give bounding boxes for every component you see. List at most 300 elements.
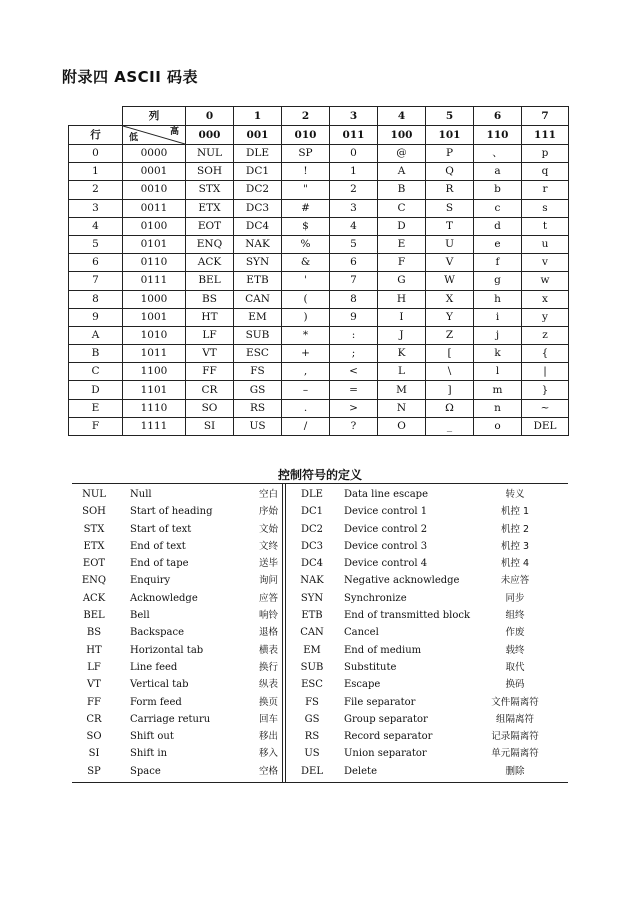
ascii-cell: VT (186, 345, 234, 363)
list-item (72, 572, 568, 589)
list-item (72, 624, 568, 641)
row-hex: 4 (69, 217, 123, 235)
column-bits: 000 (186, 126, 234, 145)
ascii-cell: " (282, 181, 330, 199)
control-abbr: ENQ (81, 575, 107, 587)
ascii-cell: | (522, 363, 569, 381)
row-hex: 5 (69, 235, 123, 253)
ascii-cell: ( (282, 290, 330, 308)
control-abbr: DC1 (300, 506, 324, 518)
ascii-cell: g (474, 272, 522, 290)
ascii-cell: DLE (234, 145, 282, 163)
control-abbr: DC4 (300, 558, 324, 570)
control-chinese: 删除 (505, 765, 525, 777)
control-chinese: 响铃 (258, 610, 278, 622)
control-name: Device control 4 (344, 558, 428, 570)
ascii-cell: DC3 (234, 199, 282, 217)
table-row (69, 345, 569, 363)
control-chinese: 组隔离符 (495, 713, 534, 725)
control-abbr: NUL (82, 489, 106, 500)
control-chinese: 送毕 (258, 558, 278, 570)
ascii-cell: 、 (474, 145, 522, 163)
ascii-cell: W (426, 272, 474, 290)
row-hex: 1 (69, 163, 123, 181)
col-header-label: 列 (123, 107, 186, 126)
column-number: 0 (186, 107, 234, 126)
ascii-cell: \ (426, 363, 474, 381)
control-defs-title: 控制符号的定义 (277, 468, 362, 482)
ascii-cell: X (426, 290, 474, 308)
table-row (69, 254, 569, 272)
control-chinese: 同步 (505, 592, 525, 604)
ascii-cell: SYN (234, 254, 282, 272)
ascii-cell: G (378, 272, 426, 290)
ascii-cell: = (330, 381, 378, 399)
control-abbr: DC3 (300, 540, 324, 552)
ascii-cell: FF (186, 363, 234, 381)
control-name: Device control 1 (344, 506, 428, 518)
ascii-cell: ; (330, 345, 378, 363)
row-hex: A (69, 326, 123, 344)
control-defs-top-rule (72, 483, 568, 484)
control-chinese: 文终 (258, 540, 278, 552)
ascii-cell: 7 (330, 272, 378, 290)
ascii-cell: z (522, 326, 569, 344)
control-chinese: 换页 (258, 696, 278, 708)
ascii-cell: w (522, 272, 569, 290)
control-abbr: LF (87, 661, 101, 673)
ascii-cell: B (378, 181, 426, 199)
control-abbr: SI (88, 748, 100, 760)
ascii-cell: SUB (234, 326, 282, 344)
control-chinese: 机控 3 (500, 540, 530, 552)
ascii-cell: DEL (522, 417, 569, 435)
ascii-cell: q (522, 163, 569, 181)
ascii-cell: I (378, 308, 426, 326)
ascii-cell: A (378, 163, 426, 181)
row-hex: 6 (69, 254, 123, 272)
control-name: Device control 2 (344, 523, 428, 535)
ascii-cell: NUL (186, 145, 234, 163)
control-abbr: US (304, 748, 320, 760)
ascii-cell: l (474, 363, 522, 381)
ascii-cell: ' (282, 272, 330, 290)
diag-high-label: 高 (169, 127, 179, 137)
control-abbr: SUB (300, 661, 324, 673)
control-abbr: SYN (300, 592, 324, 604)
ascii-table (68, 106, 569, 436)
column-number-row (69, 107, 569, 126)
row-hex: F (69, 417, 123, 435)
column-number: 1 (234, 107, 282, 126)
control-abbr: SP (87, 765, 101, 777)
control-chinese: 机控 1 (500, 506, 530, 518)
ascii-cell: 3 (330, 199, 378, 217)
list-item (72, 711, 568, 728)
ascii-cell: [ (426, 345, 474, 363)
ascii-cell: SP (282, 145, 330, 163)
control-chinese: 文件隔离符 (491, 696, 539, 708)
list-item (72, 607, 568, 624)
ascii-cell: u (522, 235, 569, 253)
control-abbr: ESC (301, 679, 323, 691)
control-abbr: DC2 (300, 523, 324, 535)
ascii-cell: ETB (234, 272, 282, 290)
control-name: Escape (344, 679, 381, 691)
list-item (72, 555, 568, 572)
ascii-cell: m (474, 381, 522, 399)
ascii-cell: C (378, 199, 426, 217)
ascii-cell: STX (186, 181, 234, 199)
control-name: Space (130, 765, 161, 777)
control-chinese: 纵表 (258, 679, 278, 691)
row-bits: 0010 (123, 181, 186, 199)
ascii-cell: Q (426, 163, 474, 181)
control-chinese: 取代 (505, 661, 525, 673)
ascii-cell: CAN (234, 290, 282, 308)
control-name: Start of text (130, 523, 192, 535)
ascii-cell: Y (426, 308, 474, 326)
ascii-cell: H (378, 290, 426, 308)
ascii-cell: RS (234, 399, 282, 417)
ascii-cell: ETX (186, 199, 234, 217)
ascii-cell: t (522, 217, 569, 235)
list-item (72, 590, 568, 607)
control-name: Cancel (344, 627, 379, 639)
ascii-cell: ENQ (186, 235, 234, 253)
ascii-cell: . (282, 399, 330, 417)
row-bits: 1110 (123, 399, 186, 417)
table-row (69, 399, 569, 417)
table-row (69, 417, 569, 435)
row-bits: 0011 (123, 199, 186, 217)
ascii-cell: SO (186, 399, 234, 417)
ascii-cell: c (474, 199, 522, 217)
row-hex: 8 (69, 290, 123, 308)
ascii-cell: 4 (330, 217, 378, 235)
column-bits: 010 (282, 126, 330, 145)
control-abbr: GS (304, 713, 320, 725)
ascii-cell: * (282, 326, 330, 344)
control-chinese: 文始 (258, 523, 278, 535)
row-hex: 9 (69, 308, 123, 326)
row-hex: 7 (69, 272, 123, 290)
ascii-cell: } (522, 381, 569, 399)
ascii-cell: N (378, 399, 426, 417)
table-row (69, 381, 569, 399)
ascii-cell: 1 (330, 163, 378, 181)
ascii-cell: < (330, 363, 378, 381)
row-hex: 3 (69, 199, 123, 217)
control-chinese: 换码 (505, 679, 525, 691)
column-number: 2 (282, 107, 330, 126)
ascii-cell: 6 (330, 254, 378, 272)
column-number: 6 (474, 107, 522, 126)
list-item (72, 642, 568, 659)
control-chinese: 机控 2 (500, 523, 530, 535)
ascii-cell: _ (426, 417, 474, 435)
ascii-cell: ~ (522, 399, 569, 417)
control-abbr: CR (86, 713, 102, 725)
ascii-cell: 2 (330, 181, 378, 199)
row-hex: 2 (69, 181, 123, 199)
column-number: 5 (426, 107, 474, 126)
ascii-cell: ) (282, 308, 330, 326)
ascii-cell: V (426, 254, 474, 272)
ascii-cell: U (426, 235, 474, 253)
diag-low-label: 低 (129, 133, 139, 143)
row-bits: 1101 (123, 381, 186, 399)
ascii-cell: EOT (186, 217, 234, 235)
row-bits: 0111 (123, 272, 186, 290)
ascii-cell: ACK (186, 254, 234, 272)
list-item (72, 676, 568, 693)
list-item (72, 503, 568, 520)
ascii-cell: $ (282, 217, 330, 235)
column-bits: 101 (426, 126, 474, 145)
list-item (72, 521, 568, 538)
table-row (69, 181, 569, 199)
control-name: Bell (130, 610, 150, 622)
ascii-cell: K (378, 345, 426, 363)
ascii-cell: FS (234, 363, 282, 381)
control-name: Enquiry (130, 575, 171, 587)
ascii-cell: O (378, 417, 426, 435)
control-abbr: BEL (83, 610, 105, 622)
control-chinese: 记录隔离符 (491, 731, 539, 743)
ascii-cell: , (282, 363, 330, 381)
control-abbr: ETB (301, 610, 323, 622)
ascii-cell: S (426, 199, 474, 217)
ascii-cell: p (522, 145, 569, 163)
ascii-cell: R (426, 181, 474, 199)
list-item (72, 763, 568, 780)
row-bits: 1100 (123, 363, 186, 381)
control-chinese: 退格 (258, 627, 278, 639)
ascii-cell: BEL (186, 272, 234, 290)
control-name: Synchronize (344, 592, 407, 604)
ascii-cell: i (474, 308, 522, 326)
control-name: End of tape (130, 558, 189, 570)
column-bits: 111 (522, 126, 569, 145)
control-name: Shift out (130, 731, 174, 743)
control-defs-list (72, 486, 568, 780)
ascii-cell: k (474, 345, 522, 363)
control-abbr: SOH (82, 506, 106, 518)
row-hex: 0 (69, 145, 123, 163)
row-bits: 1000 (123, 290, 186, 308)
control-chinese: 横表 (258, 644, 278, 656)
control-name: Union separator (344, 748, 427, 760)
table-row (69, 199, 569, 217)
control-name: Backspace (130, 627, 184, 639)
list-item (72, 486, 568, 503)
ascii-cell: 9 (330, 308, 378, 326)
ascii-cell: b (474, 181, 522, 199)
row-bits: 0101 (123, 235, 186, 253)
ascii-cell: CR (186, 381, 234, 399)
table-row (69, 235, 569, 253)
control-abbr: FS (305, 696, 319, 708)
ascii-cell: HT (186, 308, 234, 326)
control-name: Start of heading (130, 506, 213, 518)
ascii-cell: LF (186, 326, 234, 344)
row-bits: 0100 (123, 217, 186, 235)
ascii-cell: j (474, 326, 522, 344)
control-abbr: VT (87, 679, 101, 691)
ascii-cell: ? (330, 417, 378, 435)
control-abbr: EM (303, 644, 321, 656)
row-bits: 0110 (123, 254, 186, 272)
page-title: 附录四 ASCII 码表 (62, 68, 199, 86)
row-bits: 1010 (123, 326, 186, 344)
control-chinese: 移入 (258, 748, 278, 760)
list-item (72, 728, 568, 745)
column-number: 4 (378, 107, 426, 126)
table-row (69, 163, 569, 181)
list-item (72, 694, 568, 711)
ascii-cell: DC1 (234, 163, 282, 181)
ascii-cell: h (474, 290, 522, 308)
control-abbr: ACK (82, 592, 106, 604)
ascii-cell: ESC (234, 345, 282, 363)
ascii-cell: P (426, 145, 474, 163)
control-abbr: EOT (82, 558, 106, 570)
ascii-cell: ] (426, 381, 474, 399)
ascii-cell: o (474, 417, 522, 435)
ascii-cell: ! (282, 163, 330, 181)
ascii-cell: D (378, 217, 426, 235)
ascii-cell: d (474, 217, 522, 235)
control-name: Data line escape (344, 489, 429, 500)
ascii-cell: % (282, 235, 330, 253)
ascii-cell: – (282, 381, 330, 399)
column-bits: 001 (234, 126, 282, 145)
control-chinese: 应答 (258, 592, 278, 604)
control-defs-bottom-rule (72, 782, 568, 783)
list-item (72, 538, 568, 555)
ascii-cell: T (426, 217, 474, 235)
ascii-cell: Ω (426, 399, 474, 417)
ascii-cell: EM (234, 308, 282, 326)
ascii-cell: Z (426, 326, 474, 344)
row-header-label: 行 (69, 126, 123, 145)
control-abbr: DLE (301, 489, 323, 500)
ascii-cell: F (378, 254, 426, 272)
diagonal-header-cell (123, 126, 186, 145)
control-chinese: 空格 (258, 765, 278, 777)
ascii-cell: y (522, 308, 569, 326)
control-abbr: FF (87, 696, 101, 708)
ascii-cell: e (474, 235, 522, 253)
control-chinese: 换行 (258, 661, 278, 673)
control-name: End of medium (344, 644, 422, 656)
control-abbr: HT (86, 644, 102, 656)
row-hex: C (69, 363, 123, 381)
control-name: Horizontal tab (130, 644, 204, 656)
control-name: Delete (344, 765, 377, 777)
control-name: Substitute (344, 661, 397, 673)
ascii-cell: J (378, 326, 426, 344)
column-bits-row (69, 126, 569, 145)
row-hex: B (69, 345, 123, 363)
row-hex: D (69, 381, 123, 399)
control-name: Group separator (344, 713, 428, 725)
control-chinese: 询问 (258, 575, 278, 587)
table-row (69, 326, 569, 344)
ascii-cell: BS (186, 290, 234, 308)
ascii-cell: DC4 (234, 217, 282, 235)
list-item (72, 659, 568, 676)
table-row (69, 363, 569, 381)
ascii-cell: DC2 (234, 181, 282, 199)
control-abbr: DEL (301, 765, 323, 777)
control-chinese: 移出 (258, 731, 278, 743)
column-bits: 100 (378, 126, 426, 145)
control-name: Form feed (130, 696, 182, 708)
column-number: 3 (330, 107, 378, 126)
ascii-cell: / (282, 417, 330, 435)
ascii-cell: r (522, 181, 569, 199)
ascii-cell: 0 (330, 145, 378, 163)
ascii-cell: SI (186, 417, 234, 435)
control-name: Record separator (344, 731, 433, 743)
ascii-cell: NAK (234, 235, 282, 253)
row-bits: 0000 (123, 145, 186, 163)
column-bits: 011 (330, 126, 378, 145)
control-name: Device control 3 (344, 540, 428, 552)
row-bits: 1001 (123, 308, 186, 326)
control-chinese: 空白 (258, 489, 278, 500)
control-chinese: 组终 (505, 610, 525, 622)
ascii-cell: E (378, 235, 426, 253)
corner-blank (69, 107, 123, 126)
ascii-cell: + (282, 345, 330, 363)
ascii-cell: > (330, 399, 378, 417)
ascii-cell: # (282, 199, 330, 217)
control-name: Vertical tab (130, 679, 189, 691)
control-name: End of transmitted block (344, 610, 471, 622)
control-abbr: NAK (300, 575, 324, 587)
control-name: File separator (344, 696, 416, 708)
ascii-cell: SOH (186, 163, 234, 181)
control-abbr: ETX (83, 540, 105, 552)
ascii-cell: US (234, 417, 282, 435)
ascii-cell: f (474, 254, 522, 272)
ascii-cell: 8 (330, 290, 378, 308)
row-bits: 0001 (123, 163, 186, 181)
table-row (69, 272, 569, 290)
control-name: End of text (130, 540, 186, 552)
row-hex: E (69, 399, 123, 417)
control-chinese: 回车 (258, 713, 278, 725)
table-row (69, 217, 569, 235)
row-bits: 1111 (123, 417, 186, 435)
control-abbr: CAN (300, 627, 324, 639)
ascii-cell: M (378, 381, 426, 399)
control-name: Carriage returu (130, 713, 211, 725)
ascii-cell: 5 (330, 235, 378, 253)
list-item (72, 745, 568, 762)
control-abbr: RS (304, 731, 320, 743)
control-name: Shift in (130, 748, 168, 760)
control-name: Acknowledge (130, 592, 198, 604)
control-name: Null (130, 489, 152, 500)
control-chinese: 未应答 (500, 575, 530, 587)
control-abbr: STX (83, 523, 105, 535)
ascii-cell: v (522, 254, 569, 272)
row-bits: 1011 (123, 345, 186, 363)
